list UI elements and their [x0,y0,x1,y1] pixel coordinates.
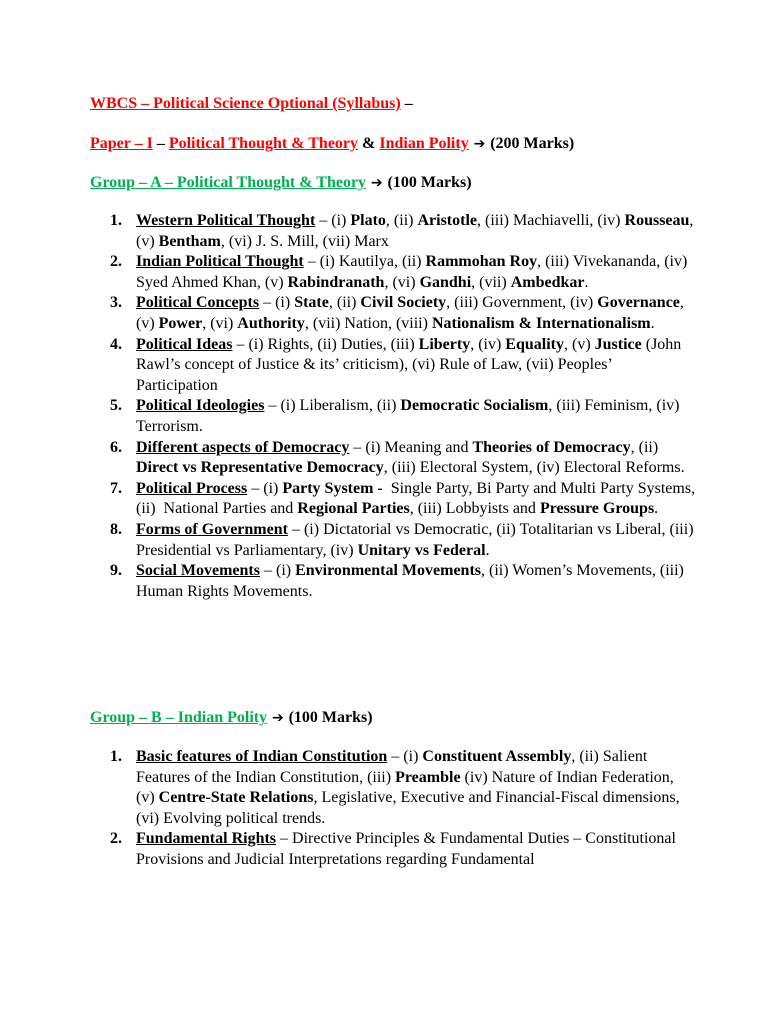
item-text: , (ii) Salient Features of the Indian Constitution, (iii) [136,748,652,786]
item-text: – (i) [387,748,423,765]
item-text: , (ii) [385,212,418,229]
group-b-label: Group – B – Indian Polity [90,709,268,726]
item-text: . [654,500,659,518]
list-item [0,438,696,479]
list-item-heading: Western Political Thought [136,212,316,229]
paper-label: Paper – I [90,135,153,152]
paper-dash: – [152,135,169,152]
bold-term: Justice [594,335,642,353]
list-item-heading: Political Concepts [136,294,260,312]
list-item-number: 9. [110,562,122,580]
bold-term: Centre-State Relations [158,789,314,807]
item-text: , (vi) J. S. Mill, (vii) Marx [220,232,389,250]
item-text: . [584,273,589,291]
item-text: – Directive Principles & Fundamental Duties – Constitutional Provisions and Judicial Interpretations regarding Fundamental [136,830,680,868]
list-item [0,252,696,293]
list-item [0,396,696,437]
group-b-list [0,747,768,871]
list-item [0,479,700,520]
bold-term: Party System - [282,479,383,497]
item-text: , (vii) Nation, (viii) [304,314,432,332]
item-text: – (i) Rights, (ii) Duties, (iii) [232,335,419,353]
item-text: – (i) Meaning and [349,438,473,456]
list-item-number: 5. [110,397,122,415]
bold-term: Rousseau [624,212,690,229]
item-text: , (iii) Machiavelli, (iv) [477,212,625,229]
bold-term: Constituent Assembly [422,748,572,765]
item-text: , (v) [136,212,698,250]
paper-heading [90,134,574,155]
list-item-heading: Indian Political Thought [136,253,304,271]
group-a-marks: (100 Marks) [387,174,472,191]
bold-term: Unitary vs Federal [357,541,486,559]
bold-term: Rammohan Roy [425,253,538,271]
document-title [90,94,413,115]
arrow-icon: ➔ [468,136,491,152]
item-text: , (iii) Government, (iv) [446,294,598,312]
item-text: , Legislative, Executive and Financial-Fiscal dimensions, (vi) Evolving political trends. [136,789,684,827]
bold-term: Authority [237,314,305,332]
item-text: , (iv) [470,335,506,353]
bold-term: Preamble [395,768,461,786]
item-text: , (v) [136,294,688,332]
bold-term: Civil Society [360,294,447,312]
list-item-heading: Fundamental Rights [136,830,277,848]
list-item-number: 4. [110,335,122,353]
item-text: , (iii) Electoral System, (iv) Electoral Reforms. [383,459,685,477]
list-item [0,211,696,252]
item-text: , (iii) Lobbyists and [409,500,540,518]
bold-term: Theories of Democracy [472,438,631,456]
bold-term: Plato [350,212,386,229]
bold-term: Liberty [418,335,471,353]
bold-term: Democratic Socialism [400,397,549,415]
list-item-heading: Forms of Government [136,520,288,538]
bold-term: Equality [505,335,564,353]
bold-term: Gandhi [419,273,472,291]
list-item [0,520,696,561]
list-item-heading: Political Ideologies [136,397,265,415]
item-text: – (i) Kautilya, (ii) [303,253,426,271]
item-text: , (v) [563,335,595,353]
list-item [0,335,696,397]
item-text: , (iii) Feminism, (iv) Terrorism. [136,397,684,435]
group-a-label: Group – A – Political Thought & Theory [90,174,367,191]
list-item-heading: Basic features of Indian Constitution [136,748,388,765]
list-item-heading: Different aspects of Democracy [136,438,350,456]
list-item [0,561,696,602]
bold-term: Governance [597,294,680,312]
item-text: , (ii) [630,438,663,456]
bold-term: Nationalism & Internationalism [431,314,651,332]
item-text: – (i) Liberalism, (ii) [264,397,401,415]
list-item-number: 1. [110,212,122,229]
list-item-heading: Political Process [136,479,248,497]
item-text: – (i) Dictatorial vs Democratic, (ii) Totalitarian vs Liberal, (iii) Presidential vs Parliamentary, (iv) [136,520,698,559]
list-item-number: 3. [110,294,122,312]
bold-term: Rabindranath [287,273,385,291]
title-text: WBCS – Political Science Optional (Syllabus) [90,95,401,112]
group-a-heading [90,173,472,194]
item-text: – (i) [259,562,296,580]
arrow-icon: ➔ [366,175,388,191]
item-text: – (i) [315,212,351,229]
bold-term: Environmental Movements [295,562,482,580]
list-item-number: 6. [110,438,122,456]
item-text: . [650,314,655,332]
bold-term: Pressure Groups [539,500,655,518]
arrow-icon: ➔ [267,710,289,726]
item-text: (John Rawl’s concept of Justice & its’ criticism), (vi) Rule of Law, (vii) Peoples’ Participation [136,335,686,394]
item-text: , (vi) [202,314,238,332]
list-item [0,829,696,870]
item-text: (iv) Nature of Indian Federation, (v) [136,768,678,807]
bold-term: State [294,294,329,312]
item-text: , (vi) [384,273,420,291]
list-item-number: 2. [110,830,122,848]
bold-term: Direct vs Representative Democracy [136,459,384,477]
list-item-number: 7. [110,479,122,497]
paper-marks: (200 Marks) [490,135,575,152]
bold-term: Regional Parties [297,500,410,518]
item-text: , (vii) [471,273,511,291]
bold-term: Power [158,314,203,332]
bold-term: Ambedkar [510,273,585,291]
list-item [0,293,696,334]
group-b-marks: (100 Marks) [288,709,373,726]
paper-part1: Political Thought & Theory [168,135,359,152]
item-text: Single Party, Bi Party and Multi Party Systems, (ii) National Parties and [136,479,700,518]
list-item-number: 1. [110,748,122,765]
list-item-number: 2. [110,253,122,271]
bold-term: Aristotle [417,212,477,229]
list-item-heading: Social Movements [136,562,260,580]
item-text: – (i) [247,479,283,497]
bold-term: Bentham [158,232,221,250]
paper-amp: & [358,135,380,152]
list-item-number: 8. [110,520,122,538]
title-dash: – [400,95,413,112]
item-text: – (i) [259,294,295,312]
group-a-list [0,211,768,602]
item-text: , (iii) Vivekananda, (iv) Syed Ahmed Khan, (v) [136,253,692,291]
item-text: , (ii) [328,294,361,312]
group-b-heading [90,708,373,729]
item-text: , (ii) Women’s Movements, (iii) Human Rights Movements. [136,562,688,600]
list-item-heading: Political Ideas [136,335,233,353]
item-text: . [485,541,490,559]
paper-part2: Indian Polity [379,135,469,152]
list-item [0,747,696,829]
